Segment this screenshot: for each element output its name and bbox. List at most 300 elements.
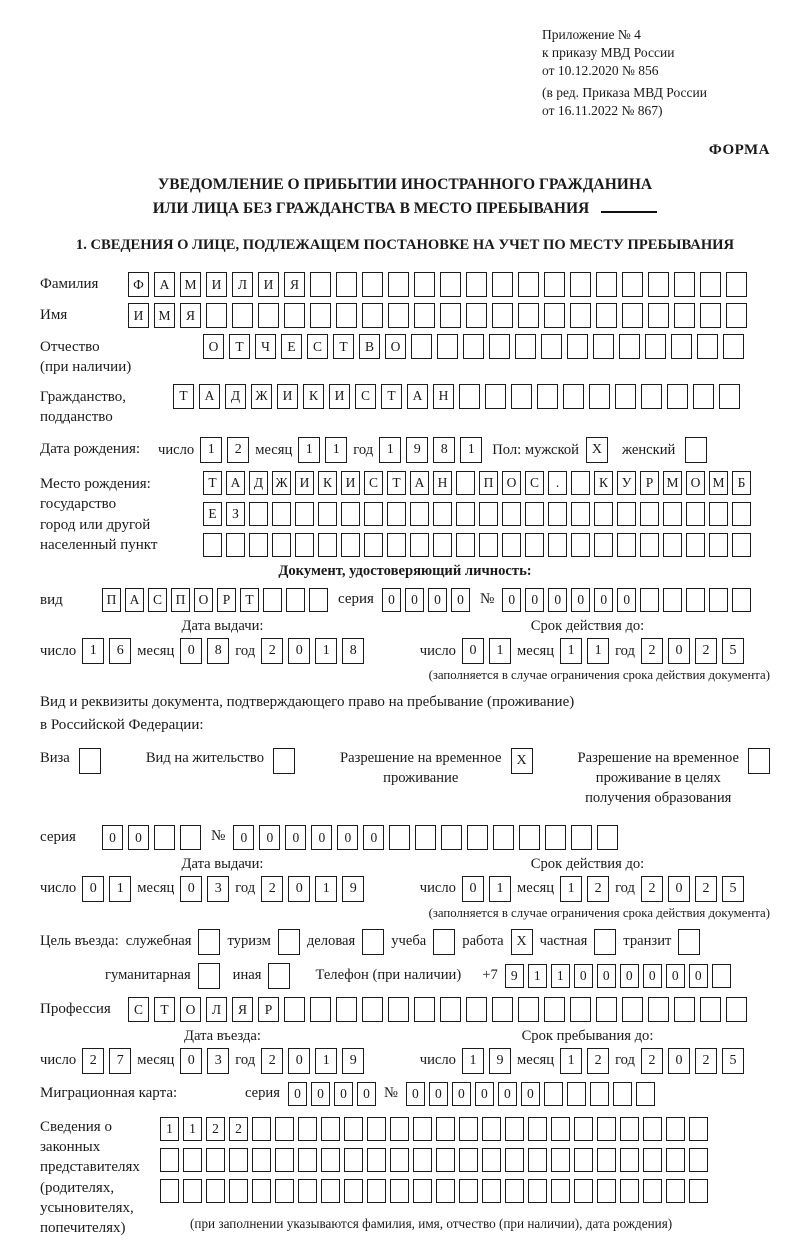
char-cell[interactable]: 0 [334,1082,353,1106]
char-cell[interactable] [459,384,480,409]
char-cell[interactable] [615,384,636,409]
char-cell[interactable] [617,533,636,557]
char-cell[interactable]: И [329,384,350,409]
char-cell[interactable] [295,502,314,526]
char-cell[interactable] [456,502,475,526]
char-cell[interactable] [689,1117,708,1141]
char-cell[interactable] [198,963,220,989]
char-cell[interactable]: И [277,384,298,409]
char-cell[interactable] [571,825,592,850]
char-cell[interactable] [666,1148,685,1172]
char-cell[interactable] [344,1148,363,1172]
char-cell[interactable] [466,303,487,328]
char-cell[interactable]: С [525,471,544,495]
char-cell[interactable] [459,1117,478,1141]
char-cell[interactable] [693,384,714,409]
char-cell[interactable]: Я [180,303,201,328]
char-cell[interactable]: 5 [722,1048,744,1074]
char-cell[interactable]: А [125,588,144,612]
char-cell[interactable] [492,303,513,328]
char-cell[interactable] [518,303,539,328]
char-cell[interactable]: X [511,929,533,955]
char-cell[interactable] [700,272,721,297]
char-cell[interactable] [413,1148,432,1172]
char-cell[interactable]: Д [249,471,268,495]
char-cell[interactable]: 8 [342,638,364,664]
char-cell[interactable] [387,533,406,557]
char-cell[interactable] [298,1117,317,1141]
char-cell[interactable] [433,533,452,557]
char-cell[interactable] [284,303,305,328]
char-cell[interactable] [723,334,744,359]
char-cell[interactable] [518,272,539,297]
char-cell[interactable] [203,533,222,557]
char-cell[interactable]: И [258,272,279,297]
char-cell[interactable] [697,334,718,359]
char-cell[interactable]: 0 [574,964,593,988]
char-cell[interactable] [622,997,643,1022]
char-cell[interactable] [459,1179,478,1203]
char-cell[interactable] [436,1117,455,1141]
char-cell[interactable]: А [226,471,245,495]
char-cell[interactable]: Т [333,334,354,359]
char-cell[interactable]: 0 [571,588,590,612]
char-cell[interactable]: 7 [109,1048,131,1074]
char-cell[interactable]: 8 [433,437,455,463]
char-cell[interactable] [459,1148,478,1172]
char-cell[interactable]: X [586,437,608,463]
char-cell[interactable]: 2 [695,876,717,902]
char-cell[interactable]: 0 [102,825,123,850]
char-cell[interactable] [548,533,567,557]
char-cell[interactable] [515,334,536,359]
char-cell[interactable] [571,533,590,557]
char-cell[interactable] [537,384,558,409]
char-cell[interactable] [648,272,669,297]
char-cell[interactable]: 2 [82,1048,104,1074]
char-cell[interactable]: 0 [406,1082,425,1106]
char-cell[interactable] [689,1179,708,1203]
char-cell[interactable] [183,1179,202,1203]
char-cell[interactable] [663,533,682,557]
char-cell[interactable] [525,502,544,526]
char-cell[interactable] [594,533,613,557]
char-cell[interactable]: А [410,471,429,495]
char-cell[interactable] [645,334,666,359]
char-cell[interactable] [440,272,461,297]
char-cell[interactable] [548,502,567,526]
char-cell[interactable]: М [663,471,682,495]
char-cell[interactable] [597,1148,616,1172]
char-cell[interactable] [571,502,590,526]
char-cell[interactable] [410,533,429,557]
char-cell[interactable] [648,997,669,1022]
char-cell[interactable] [544,1082,563,1106]
char-cell[interactable]: М [180,272,201,297]
char-cell[interactable]: 1 [183,1117,202,1141]
char-cell[interactable]: 2 [206,1117,225,1141]
char-cell[interactable] [229,1148,248,1172]
char-cell[interactable] [551,1117,570,1141]
char-cell[interactable] [272,502,291,526]
char-cell[interactable] [367,1179,386,1203]
char-cell[interactable] [286,588,305,612]
char-cell[interactable] [709,502,728,526]
char-cell[interactable] [640,533,659,557]
char-cell[interactable]: К [594,471,613,495]
char-cell[interactable] [648,303,669,328]
char-cell[interactable] [390,1117,409,1141]
char-cell[interactable] [389,825,410,850]
char-cell[interactable]: 0 [668,876,690,902]
char-cell[interactable] [574,1179,593,1203]
char-cell[interactable]: 0 [337,825,358,850]
char-cell[interactable] [671,334,692,359]
char-cell[interactable] [388,303,409,328]
char-cell[interactable] [387,502,406,526]
char-cell[interactable]: П [479,471,498,495]
char-cell[interactable] [344,1179,363,1203]
char-cell[interactable] [154,825,175,850]
char-cell[interactable]: 2 [261,1048,283,1074]
char-cell[interactable]: 5 [722,876,744,902]
char-cell[interactable]: 0 [128,825,149,850]
char-cell[interactable]: 0 [462,876,484,902]
char-cell[interactable] [456,471,475,495]
char-cell[interactable]: 0 [475,1082,494,1106]
char-cell[interactable] [570,997,591,1022]
char-cell[interactable]: 5 [722,638,744,664]
char-cell[interactable]: 1 [160,1117,179,1141]
char-cell[interactable] [709,533,728,557]
char-cell[interactable] [502,502,521,526]
char-cell[interactable] [206,303,227,328]
char-cell[interactable]: Ж [272,471,291,495]
char-cell[interactable]: 0 [180,876,202,902]
char-cell[interactable] [249,502,268,526]
char-cell[interactable] [570,303,591,328]
char-cell[interactable] [502,533,521,557]
char-cell[interactable]: 9 [342,876,364,902]
char-cell[interactable] [640,502,659,526]
char-cell[interactable] [700,997,721,1022]
char-cell[interactable] [309,588,328,612]
char-cell[interactable] [341,533,360,557]
char-cell[interactable] [666,1179,685,1203]
char-cell[interactable] [466,272,487,297]
char-cell[interactable] [493,825,514,850]
char-cell[interactable] [686,588,705,612]
char-cell[interactable] [492,272,513,297]
char-cell[interactable] [594,929,616,955]
char-cell[interactable] [433,929,455,955]
char-cell[interactable] [321,1148,340,1172]
char-cell[interactable] [436,1148,455,1172]
char-cell[interactable] [482,1117,501,1141]
char-cell[interactable]: 1 [560,1048,582,1074]
char-cell[interactable]: 0 [288,1082,307,1106]
char-cell[interactable]: Н [433,384,454,409]
char-cell[interactable] [597,1179,616,1203]
char-cell[interactable] [613,1082,632,1106]
char-cell[interactable]: 0 [617,588,636,612]
char-cell[interactable] [726,272,747,297]
char-cell[interactable] [518,997,539,1022]
char-cell[interactable]: 1 [462,1048,484,1074]
char-cell[interactable] [364,502,383,526]
char-cell[interactable]: 2 [641,638,663,664]
char-cell[interactable]: 1 [325,437,347,463]
char-cell[interactable] [590,1082,609,1106]
char-cell[interactable]: 0 [288,1048,310,1074]
char-cell[interactable]: А [199,384,220,409]
char-cell[interactable] [482,1179,501,1203]
char-cell[interactable] [367,1117,386,1141]
char-cell[interactable]: И [128,303,149,328]
char-cell[interactable] [726,303,747,328]
char-cell[interactable]: С [355,384,376,409]
char-cell[interactable]: 0 [288,638,310,664]
char-cell[interactable] [551,1148,570,1172]
char-cell[interactable] [310,303,331,328]
char-cell[interactable]: Т [387,471,406,495]
char-cell[interactable] [466,997,487,1022]
char-cell[interactable]: 0 [357,1082,376,1106]
char-cell[interactable]: Р [258,997,279,1022]
char-cell[interactable]: 0 [180,1048,202,1074]
char-cell[interactable] [206,1179,225,1203]
char-cell[interactable] [310,272,331,297]
char-cell[interactable] [596,997,617,1022]
char-cell[interactable]: 0 [428,588,447,612]
char-cell[interactable] [571,471,590,495]
char-cell[interactable]: 0 [82,876,104,902]
char-cell[interactable]: О [203,334,224,359]
char-cell[interactable]: О [502,471,521,495]
char-cell[interactable]: 3 [207,876,229,902]
char-cell[interactable]: 2 [695,1048,717,1074]
char-cell[interactable]: М [709,471,728,495]
char-cell[interactable] [674,303,695,328]
char-cell[interactable]: 1 [489,638,511,664]
char-cell[interactable]: 1 [460,437,482,463]
char-cell[interactable] [636,1082,655,1106]
char-cell[interactable]: . [548,471,567,495]
char-cell[interactable]: 1 [200,437,222,463]
char-cell[interactable] [593,334,614,359]
char-cell[interactable]: 0 [597,964,616,988]
char-cell[interactable] [180,825,201,850]
char-cell[interactable] [263,588,282,612]
char-cell[interactable]: 0 [548,588,567,612]
char-cell[interactable]: У [617,471,636,495]
char-cell[interactable]: 0 [285,825,306,850]
char-cell[interactable]: 0 [382,588,401,612]
char-cell[interactable] [388,272,409,297]
char-cell[interactable] [686,502,705,526]
char-cell[interactable] [617,502,636,526]
char-cell[interactable]: 0 [643,964,662,988]
char-cell[interactable]: 2 [261,638,283,664]
char-cell[interactable]: 0 [451,588,470,612]
char-cell[interactable]: 2 [229,1117,248,1141]
char-cell[interactable]: 9 [489,1048,511,1074]
char-cell[interactable]: Н [433,471,452,495]
char-cell[interactable] [258,303,279,328]
char-cell[interactable] [318,533,337,557]
char-cell[interactable] [567,334,588,359]
char-cell[interactable]: П [102,588,121,612]
char-cell[interactable] [414,272,435,297]
char-cell[interactable]: С [307,334,328,359]
char-cell[interactable]: Р [217,588,236,612]
char-cell[interactable]: 3 [207,1048,229,1074]
char-cell[interactable]: 1 [379,437,401,463]
char-cell[interactable] [441,825,462,850]
char-cell[interactable]: 0 [233,825,254,850]
char-cell[interactable] [232,303,253,328]
char-cell[interactable] [275,1179,294,1203]
char-cell[interactable] [362,997,383,1022]
char-cell[interactable] [528,1179,547,1203]
char-cell[interactable]: 0 [363,825,384,850]
char-cell[interactable]: 0 [521,1082,540,1106]
char-cell[interactable] [198,929,220,955]
char-cell[interactable]: Б [732,471,751,495]
char-cell[interactable] [249,533,268,557]
char-cell[interactable] [183,1148,202,1172]
char-cell[interactable] [479,533,498,557]
char-cell[interactable] [511,384,532,409]
char-cell[interactable] [674,272,695,297]
char-cell[interactable] [726,997,747,1022]
char-cell[interactable] [678,929,700,955]
char-cell[interactable]: С [148,588,167,612]
char-cell[interactable]: Т [173,384,194,409]
char-cell[interactable] [551,1179,570,1203]
char-cell[interactable]: 1 [315,1048,337,1074]
char-cell[interactable]: Е [281,334,302,359]
char-cell[interactable] [594,502,613,526]
char-cell[interactable] [364,533,383,557]
char-cell[interactable] [485,384,506,409]
char-cell[interactable] [411,334,432,359]
char-cell[interactable]: Т [229,334,250,359]
char-cell[interactable] [674,997,695,1022]
char-cell[interactable] [298,1179,317,1203]
char-cell[interactable] [709,588,728,612]
char-cell[interactable] [544,272,565,297]
char-cell[interactable]: С [364,471,383,495]
char-cell[interactable] [336,272,357,297]
char-cell[interactable] [341,502,360,526]
char-cell[interactable] [686,533,705,557]
char-cell[interactable]: 2 [587,1048,609,1074]
char-cell[interactable]: 0 [620,964,639,988]
char-cell[interactable] [619,334,640,359]
char-cell[interactable] [492,997,513,1022]
char-cell[interactable] [321,1179,340,1203]
char-cell[interactable]: 0 [666,964,685,988]
char-cell[interactable] [318,502,337,526]
char-cell[interactable]: 1 [551,964,570,988]
char-cell[interactable]: 0 [405,588,424,612]
char-cell[interactable] [362,303,383,328]
char-cell[interactable] [278,929,300,955]
char-cell[interactable]: 2 [261,876,283,902]
char-cell[interactable]: Я [284,272,305,297]
char-cell[interactable] [336,303,357,328]
char-cell[interactable] [295,533,314,557]
char-cell[interactable]: А [407,384,428,409]
char-cell[interactable]: 0 [498,1082,517,1106]
char-cell[interactable] [596,303,617,328]
char-cell[interactable]: Ч [255,334,276,359]
char-cell[interactable] [563,384,584,409]
char-cell[interactable]: А [154,272,175,297]
char-cell[interactable]: З [226,502,245,526]
char-cell[interactable]: 2 [641,876,663,902]
char-cell[interactable] [273,748,295,774]
char-cell[interactable] [667,384,688,409]
char-cell[interactable] [620,1117,639,1141]
char-cell[interactable] [160,1148,179,1172]
char-cell[interactable]: Т [381,384,402,409]
char-cell[interactable] [574,1148,593,1172]
char-cell[interactable] [541,334,562,359]
char-cell[interactable] [229,1179,248,1203]
char-cell[interactable]: С [128,997,149,1022]
char-cell[interactable]: 0 [311,825,332,850]
char-cell[interactable]: О [194,588,213,612]
char-cell[interactable] [206,1148,225,1172]
char-cell[interactable] [545,825,566,850]
char-cell[interactable]: 6 [109,638,131,664]
char-cell[interactable] [641,384,662,409]
char-cell[interactable]: 0 [689,964,708,988]
char-cell[interactable]: 9 [505,964,524,988]
char-cell[interactable] [732,533,751,557]
char-cell[interactable] [79,748,101,774]
char-cell[interactable] [589,384,610,409]
char-cell[interactable]: М [154,303,175,328]
char-cell[interactable] [298,1148,317,1172]
char-cell[interactable]: 1 [560,638,582,664]
char-cell[interactable] [620,1148,639,1172]
char-cell[interactable]: 0 [502,588,521,612]
char-cell[interactable]: 1 [82,638,104,664]
char-cell[interactable]: 0 [594,588,613,612]
char-cell[interactable] [414,303,435,328]
char-cell[interactable]: 0 [525,588,544,612]
char-cell[interactable] [390,1148,409,1172]
char-cell[interactable]: Т [203,471,222,495]
char-cell[interactable] [275,1148,294,1172]
char-cell[interactable] [505,1117,524,1141]
char-cell[interactable] [252,1179,271,1203]
char-cell[interactable]: Д [225,384,246,409]
char-cell[interactable]: Ж [251,384,272,409]
char-cell[interactable] [544,997,565,1022]
char-cell[interactable]: 0 [259,825,280,850]
char-cell[interactable]: Ф [128,272,149,297]
char-cell[interactable]: Т [154,997,175,1022]
char-cell[interactable]: 0 [668,638,690,664]
char-cell[interactable]: О [385,334,406,359]
char-cell[interactable]: Я [232,997,253,1022]
char-cell[interactable] [597,1117,616,1141]
char-cell[interactable] [489,334,510,359]
